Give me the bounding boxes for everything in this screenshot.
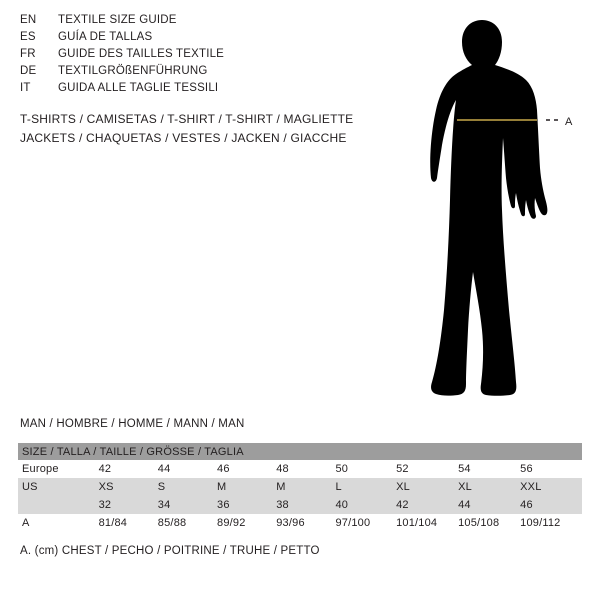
size-table: [18, 443, 582, 532]
cell-value: 101/104: [396, 514, 458, 532]
cell-value: 89/92: [217, 514, 276, 532]
language-code: ES: [20, 31, 36, 43]
cell-value: XXL: [520, 478, 582, 496]
language-text: GUIDA ALLE TAGLIE TESSILI: [58, 82, 219, 94]
cell-value: 36: [217, 496, 276, 514]
body-shape: [430, 20, 547, 396]
language-code: IT: [20, 82, 31, 94]
cell-value: XL: [396, 478, 458, 496]
row-label-a: A: [18, 514, 99, 532]
footnote: A. (cm) CHEST / PECHO / POITRINE / TRUHE / PETTO: [20, 545, 320, 557]
language-code: FR: [20, 48, 36, 60]
cell-value: 32: [99, 496, 158, 514]
language-text: TEXTILGRÖßENFÜHRUNG: [58, 65, 208, 77]
cell-value: 93/96: [276, 514, 335, 532]
table-title: MAN / HOMBRE / HOMME / MANN / MAN: [20, 418, 245, 430]
cell-value: 50: [335, 460, 396, 478]
language-row: [20, 31, 400, 48]
cell-value: M: [217, 478, 276, 496]
chest-measure-label: A: [565, 116, 573, 128]
male-silhouette-figure: [400, 10, 600, 410]
row-label-europe: Europe: [18, 460, 99, 478]
table-header-label: SIZE / TALLA / TAILLE / GRÖSSE / TAGLIA: [18, 443, 582, 460]
language-text: TEXTILE SIZE GUIDE: [58, 14, 177, 26]
table-row: [18, 496, 582, 514]
table-row: [18, 514, 582, 532]
cell-value: 44: [158, 460, 217, 478]
cell-value: 48: [276, 460, 335, 478]
category-tshirts: T-SHIRTS / CAMISETAS / T-SHIRT / T-SHIRT / MAGLIETTE: [20, 112, 354, 126]
cell-value: 42: [99, 460, 158, 478]
cell-value: M: [276, 478, 335, 496]
table-row: [18, 460, 582, 478]
cell-value: XS: [99, 478, 158, 496]
cell-value: 81/84: [99, 514, 158, 532]
language-text: GUÍA DE TALLAS: [58, 31, 153, 43]
cell-value: 38: [276, 496, 335, 514]
cell-value: 40: [335, 496, 396, 514]
category-list: [20, 110, 420, 148]
language-code: DE: [20, 65, 37, 77]
cell-value: L: [335, 478, 396, 496]
language-row: [20, 65, 400, 82]
cell-value: 42: [396, 496, 458, 514]
language-list: [20, 14, 400, 99]
cell-value: S: [158, 478, 217, 496]
table-row: [18, 478, 582, 496]
language-row: [20, 82, 400, 99]
language-row: [20, 14, 400, 31]
silhouette-svg: [400, 10, 600, 410]
language-code: EN: [20, 14, 37, 26]
cell-value: 46: [217, 460, 276, 478]
cell-value: 97/100: [335, 514, 396, 532]
language-row: [20, 48, 400, 65]
language-text: GUIDE DES TAILLES TEXTILE: [58, 48, 225, 60]
cell-value: 46: [520, 496, 582, 514]
cell-value: 85/88: [158, 514, 217, 532]
table-header-row: [18, 443, 582, 460]
cell-value: 44: [458, 496, 520, 514]
cell-value: 56: [520, 460, 582, 478]
cell-value: 52: [396, 460, 458, 478]
cell-value: 34: [158, 496, 217, 514]
row-label-blank: [18, 496, 99, 514]
row-label-us: US: [18, 478, 99, 496]
cell-value: 105/108: [458, 514, 520, 532]
cell-value: 54: [458, 460, 520, 478]
cell-value: XL: [458, 478, 520, 496]
cell-value: 109/112: [520, 514, 582, 532]
category-jackets: JACKETS / CHAQUETAS / VESTES / JACKEN / GIACCHE: [20, 131, 347, 145]
